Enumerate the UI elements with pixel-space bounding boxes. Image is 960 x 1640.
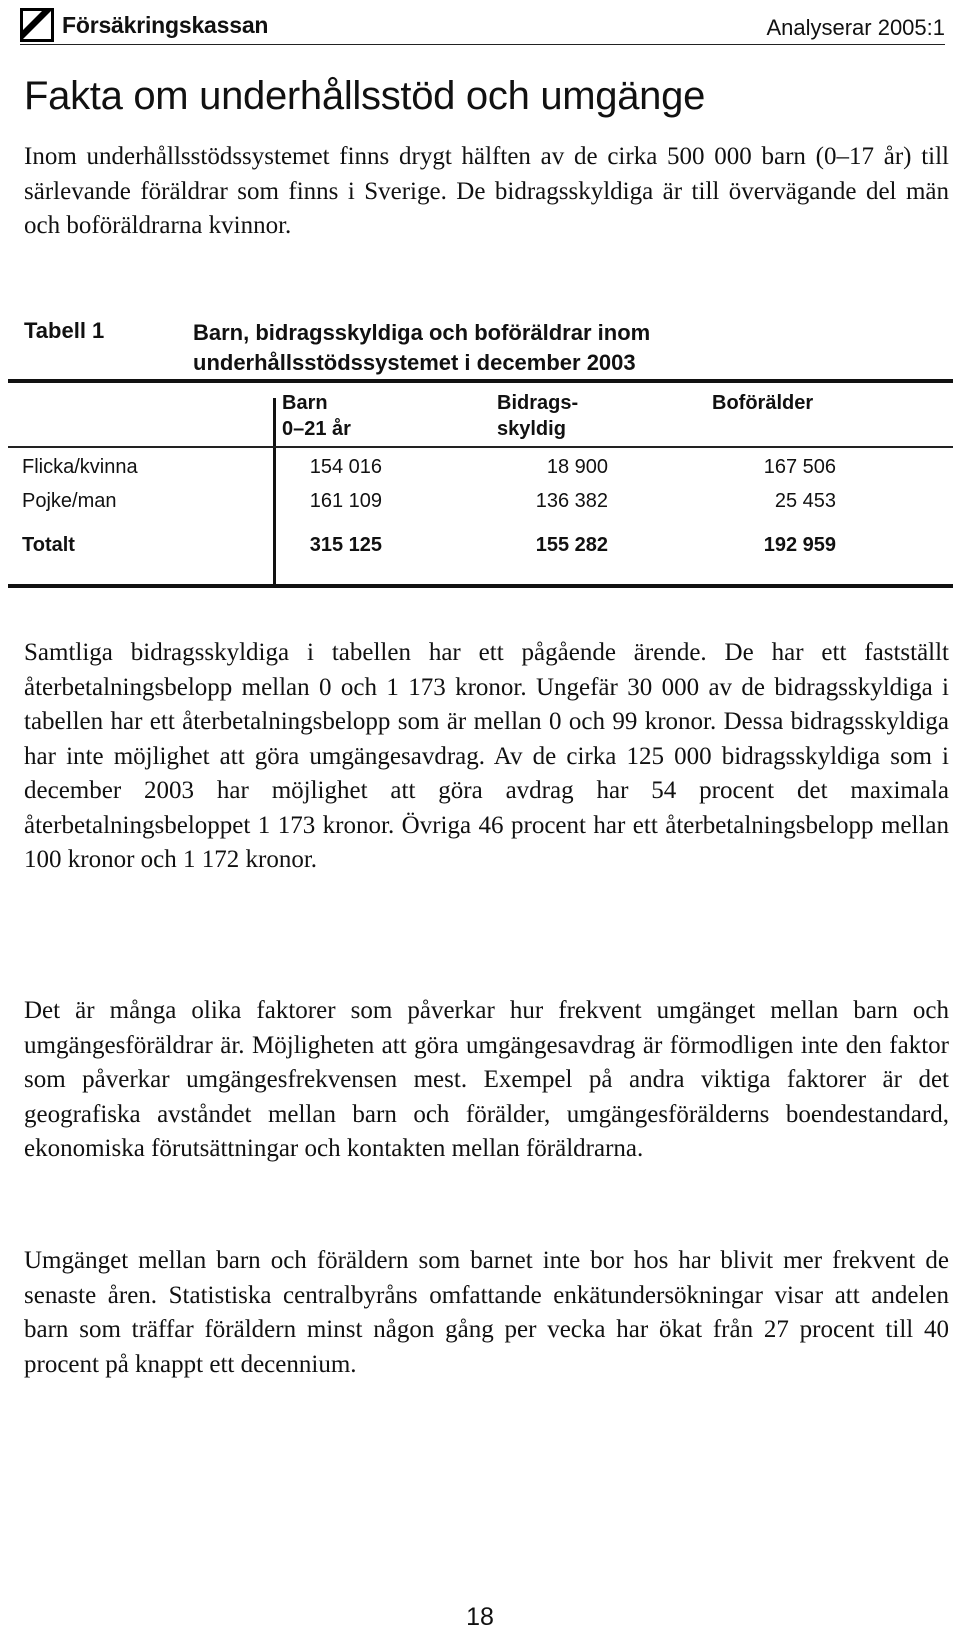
row-label: Pojke/man bbox=[22, 490, 117, 512]
cell-barn: 154 016 bbox=[309, 456, 382, 478]
row-label: Flicka/kvinna bbox=[22, 456, 138, 478]
cell-bidragsskyldig: 18 900 bbox=[546, 456, 608, 478]
page-number: 18 bbox=[466, 1603, 494, 1631]
logo bbox=[20, 8, 268, 42]
table-header-rule bbox=[8, 446, 953, 448]
cell-barn: 161 109 bbox=[309, 490, 382, 512]
page-title: Fakta om underhållsstöd och umgänge bbox=[24, 74, 706, 118]
header-divider bbox=[20, 44, 945, 45]
cell-boforalder: 192 959 bbox=[763, 534, 836, 556]
forsakringskassan-logo-icon bbox=[20, 8, 54, 42]
page-header bbox=[20, 4, 945, 40]
row-label: Totalt bbox=[22, 534, 75, 556]
column-header-boforalder: Boförälder bbox=[712, 392, 814, 414]
cell-bidragsskyldig: 155 282 bbox=[535, 534, 608, 556]
table-caption: Barn, bidragsskyldiga och boföräldrar inom underhållsstödssystemet i december 2003 bbox=[193, 320, 651, 375]
body-paragraph: Det är många olika faktorer som påverkar hur frekvent umgänget mellan barn och umgängesföräldrar är. Möjligheten att göra umgängesavdrag är förmodligen inte den faktor som påverkar umgängesfrekvensen mest. Exempel på andra viktiga faktorer är det geografiska avståndet mellan barn och förälder, umgängesförälderns boendestandard, ekonomiska förutsättningar och kontakten mellan föräldrarna. bbox=[24, 997, 949, 1162]
brand-name: Försäkringskassan bbox=[62, 11, 269, 38]
body-paragraph: Umgänget mellan barn och föräldern som barnet inte bor hos har blivit mer frekvent de senaste åren. Statistiska centralbyråns omfattande enkätundersökningar visar att andelen barn som träffar föräldern minst någon gång per vecka har ökat från 27 procent till 40 procent på knappt ett decennium. bbox=[24, 1247, 949, 1378]
table-number: Tabell 1 bbox=[24, 318, 105, 343]
column-header-bidragsskyldig: Bidrags- skyldig bbox=[497, 392, 579, 440]
table-column-divider bbox=[273, 398, 276, 586]
body-paragraph: Samtliga bidragsskyldiga i tabellen har ett pågående ärende. De har ett fastställt återbetalningsbelopp mellan 0 och 1 173 kronor. Ungefär 30 000 av de bidragsskyldiga i tabellen har ett återbetalningsbelopp som är mellan 0 och 99 kronor. Dessa bidragsskyldiga har inte möjlighet att göra umgängesavdrag. Av de cirka 125 000 bidragsskyldiga som i december 2003 har möjlighet att göra avdrag har 54 procent det maximala återbetalningsbeloppet 1 173 kronor. Övriga 46 procent har ett återbetalningsbelopp mellan 100 kronor och 1 172 kronor. bbox=[24, 639, 949, 873]
intro-paragraph: Inom underhållsstödssystemet finns drygt hälften av de cirka 500 000 barn (0–17 år) till särlevande föräldrar som finns i Sverige. De bidragsskyldiga är till övervägande del män och boföräldrarna kvinnor. bbox=[24, 143, 949, 239]
table-top-rule bbox=[8, 379, 953, 383]
column-header-barn: Barn 0–21 år bbox=[282, 392, 351, 440]
report-id: Analyserar 2005:1 bbox=[766, 15, 945, 40]
cell-barn: 315 125 bbox=[309, 534, 382, 556]
cell-bidragsskyldig: 136 382 bbox=[535, 490, 608, 512]
cell-boforalder: 167 506 bbox=[763, 456, 836, 478]
table-bottom-rule bbox=[8, 584, 953, 588]
cell-boforalder: 25 453 bbox=[774, 490, 836, 512]
